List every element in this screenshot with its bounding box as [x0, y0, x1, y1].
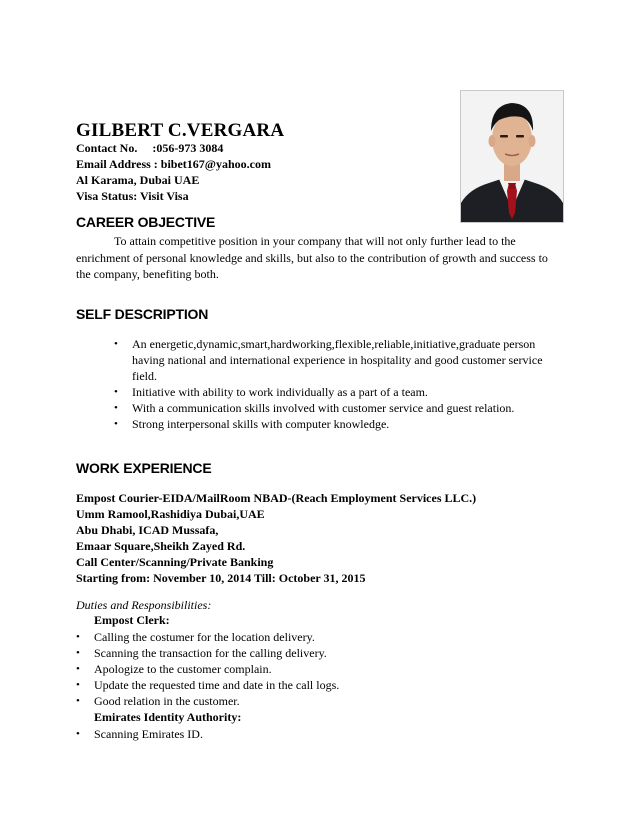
employer-block	[76, 490, 476, 586]
list-item: • Initiative with ability to work individually as a part of a team.	[114, 385, 428, 399]
list-item: • Apologize to the customer complain.	[76, 662, 272, 676]
list-item: • Update the requested time and date in the call logs.	[76, 678, 340, 692]
email-address: Email Address : bibet167@yahoo.com	[76, 157, 271, 171]
employment-dates: Starting from: November 10, 2014 Till: October 31, 2015	[76, 571, 366, 585]
employer-line: Umm Ramool,Rashidiya Dubai,UAE	[76, 507, 265, 521]
employer-line: Empost Courier-EIDA/MailRoom NBAD-(Reach Employment Services LLC.)	[76, 491, 477, 505]
work-experience-heading: WORK EXPERIENCE	[76, 460, 212, 476]
employer-line: Emaar Square,Sheikh Zayed Rd.	[76, 539, 246, 553]
list-item: • Calling the costumer for the location delivery.	[76, 630, 315, 644]
bullet-icon: •	[76, 679, 80, 691]
career-objective-heading: CAREER OBJECTIVE	[76, 214, 216, 230]
bullet-icon: •	[114, 418, 118, 430]
eida-label: Emirates Identity Authority:	[94, 710, 242, 724]
contact-block	[76, 140, 271, 204]
career-objective-body: To attain competitive position in your company that will not only further lead to the enrichment of personal knowledge and skills, but also to the contribution of growth and success to the company, benefiting both.	[76, 234, 548, 281]
list-item: • Scanning Emirates ID.	[76, 727, 203, 741]
bullet-icon: •	[114, 338, 118, 350]
bullet-icon: •	[76, 728, 80, 740]
visa-status: Visa Status: Visit Visa	[76, 189, 189, 203]
list-item: • Good relation in the customer.	[76, 694, 240, 708]
bullet-icon: •	[76, 647, 80, 659]
employer-line: Abu Dhabi, ICAD Mussafa,	[76, 523, 219, 537]
career-objective-text	[76, 233, 564, 283]
bullet-icon: •	[114, 402, 118, 414]
self-description-list	[114, 336, 566, 432]
bullet-icon: •	[114, 386, 118, 398]
list-item: • With a communication skills involved with customer service and guest relation.	[114, 401, 515, 415]
employer-line: Call Center/Scanning/Private Banking	[76, 555, 274, 569]
empost-clerk-label: Empost Clerk:	[94, 613, 170, 627]
empost-duties-list	[76, 629, 566, 709]
eida-duties-list	[76, 726, 566, 742]
list-item: • An energetic,dynamic,smart,hardworking,flexible,reliable,initiative,graduate person having national and international experience in hospitality and good customer service field.	[114, 337, 543, 383]
address: Al Karama, Dubai UAE	[76, 173, 200, 187]
applicant-name: GILBERT C.VERGARA	[76, 120, 285, 141]
bullet-icon: •	[76, 695, 80, 707]
self-description-heading: SELF DESCRIPTION	[76, 306, 209, 322]
list-item: • Strong interpersonal skills with computer knowledge.	[114, 417, 390, 431]
bullet-icon: •	[76, 663, 80, 675]
bullet-icon: •	[76, 631, 80, 643]
duties-label: Duties and Responsibilities:	[76, 598, 212, 612]
list-item: • Scanning the transaction for the calling delivery.	[76, 646, 327, 660]
profile-photo	[460, 90, 564, 223]
contact-number: Contact No. :056-973 3084	[76, 141, 224, 155]
